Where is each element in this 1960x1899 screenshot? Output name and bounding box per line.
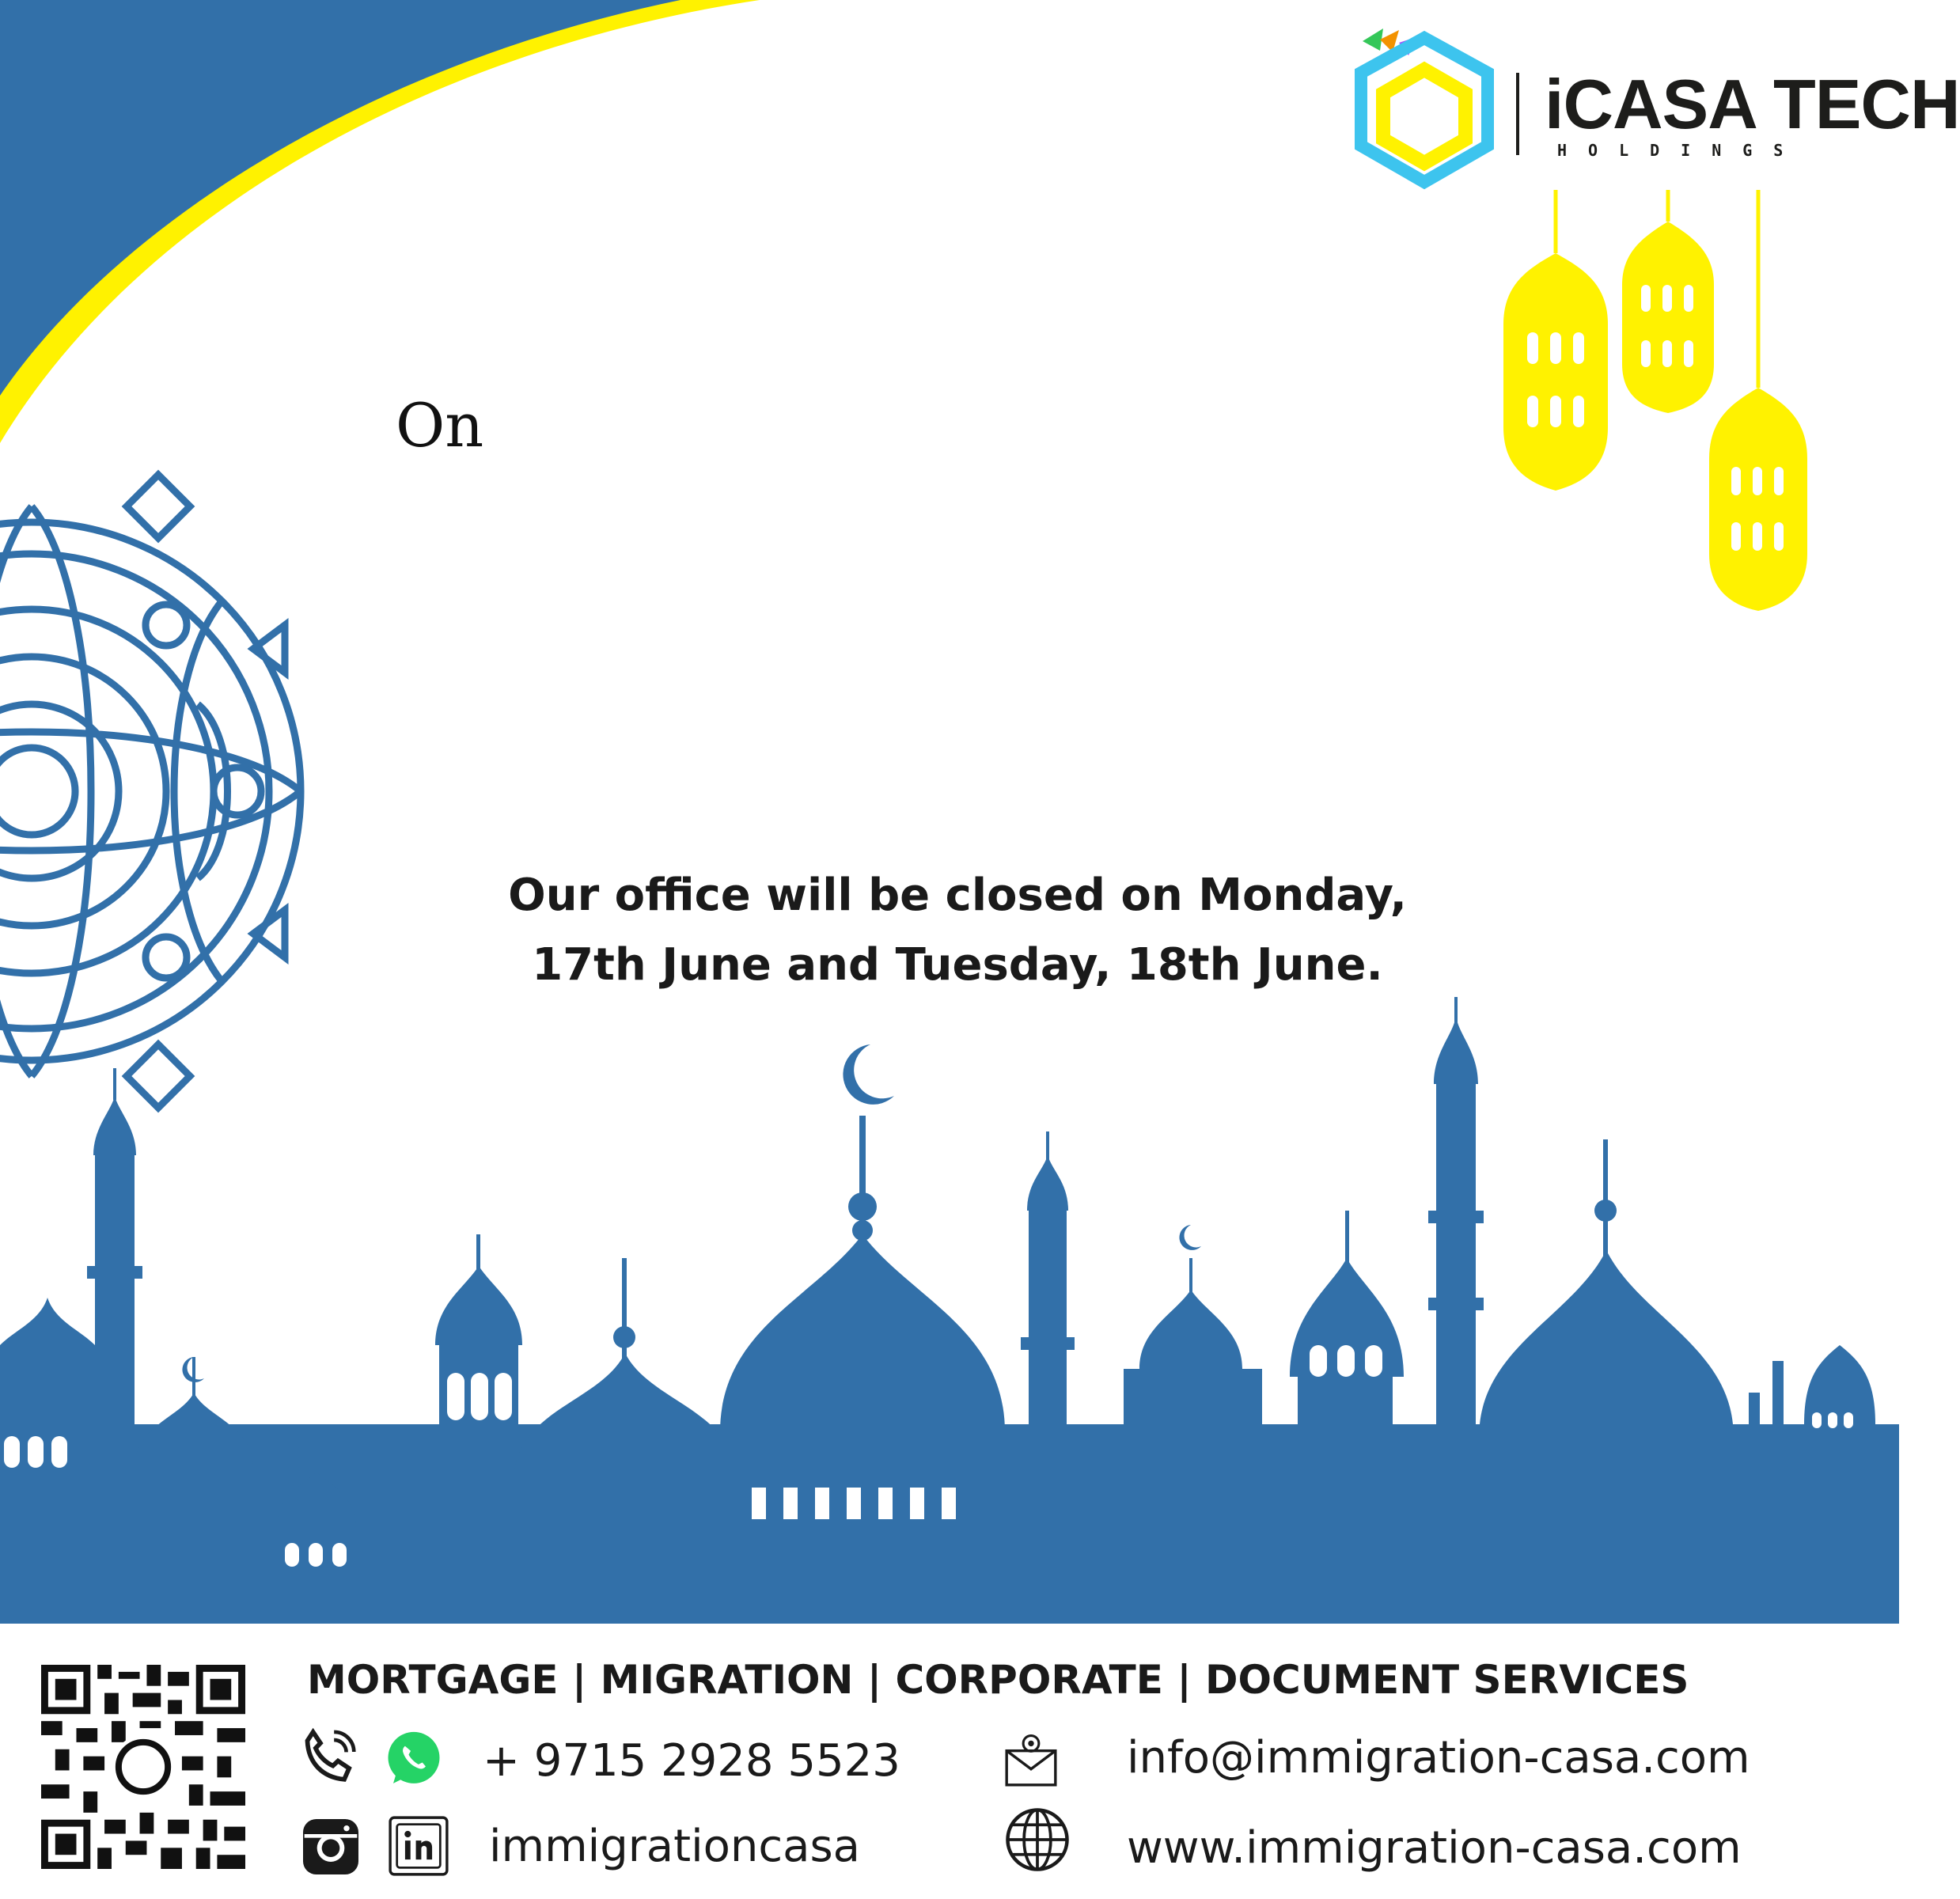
corner-swoosh [0,0,760,443]
phone-number[interactable]: + 9715 2928 5523 [483,1735,900,1787]
phone-icon[interactable] [294,1725,362,1793]
instagram-icon[interactable] [299,1815,362,1878]
website-link[interactable]: www.immigration-casa.com [1127,1822,1742,1874]
services-banner: MORTGAGE | MIGRATION | CORPORATE | DOCUMENT SERVICES [307,1657,1689,1703]
closure-notice-line-2: 17th June and Tuesday, 18th June. [532,939,1383,991]
heading-on: On [396,390,484,461]
whatsapp-icon[interactable] [383,1728,445,1790]
brand-subtitle: HOLDINGS [1557,141,1805,160]
hanging-lanterns [1503,190,1807,611]
mosque-skyline [0,997,1899,1624]
brand-name: iCASA TECH [1545,65,1960,143]
social-handle[interactable]: immigrationcasa [489,1821,860,1872]
closure-notice-line-1: Our office will be closed on Monday, [508,870,1407,921]
email-link[interactable]: info@immigration-casa.com [1127,1732,1750,1783]
globe-icon[interactable] [1002,1804,1073,1875]
closure-notice [396,861,1519,1000]
linkedin-icon[interactable] [386,1814,451,1878]
qr-code-icon[interactable] [41,1665,245,1869]
mail-icon[interactable] [1002,1731,1060,1790]
mandala-ornament [0,475,301,1108]
hexagon-logo-icon [1361,28,1519,182]
